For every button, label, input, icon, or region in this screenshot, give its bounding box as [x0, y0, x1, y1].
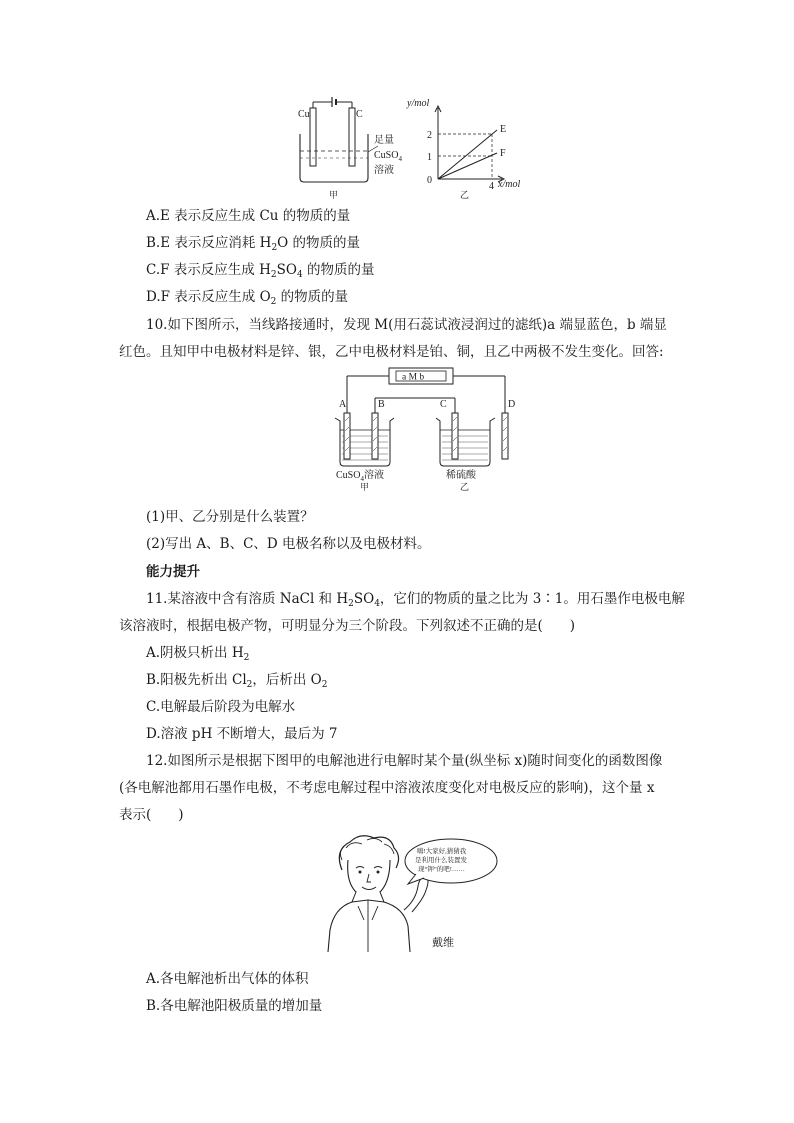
- figure-davy-cartoon: [312, 830, 502, 955]
- tick-1: 1: [427, 152, 432, 163]
- q12-stem-line2: (各电解池都用石墨作电极，不考虑电解过程中溶液浓度变化对电极反应的影响)，这个量 x: [119, 780, 655, 796]
- q10-sub-question-2: (2)写出 A、B、C、D 电极名称以及电极材料。: [146, 536, 431, 552]
- electrode-c-label: C: [440, 399, 447, 410]
- q12-option-b: B.各电解池阳极质量的增加量: [146, 998, 323, 1014]
- q10-stem-line1: 10.如下图所示，当线路接通时，发现 M(用石蕊试液浸润过的滤纸)a 端显蓝色，b 端显: [146, 317, 667, 333]
- figure-electrolysis-cell: [290, 96, 540, 202]
- tick-0: 0: [427, 175, 432, 186]
- q9-option-c: C.F 表示反应生成 $H_2SO_4$ 的物质的量: [146, 262, 375, 280]
- q10-stem-line2: 红色。且知甲中电极材料是锌、银，乙中电极材料是铂、铜，且乙中两极不发生变化。回答:: [119, 344, 664, 360]
- q9-option-a: A.E 表示反应生成 Cu 的物质的量: [146, 208, 351, 224]
- graph-ylabel: y/mol: [407, 98, 430, 109]
- q12-stem-line3: 表示( ): [119, 807, 184, 823]
- right-beaker-name: 乙: [460, 482, 470, 492]
- q11-option-b: B.阳极先析出 $Cl_2$，后析出 $O_2$: [146, 672, 328, 690]
- cartoon-caption: 戴维: [432, 936, 454, 949]
- label-zuliang: 足量: [374, 135, 394, 146]
- label-cuso4-sub: 4: [398, 155, 402, 163]
- line-f-label: F: [500, 148, 506, 159]
- m-strip-label: a M b: [402, 372, 425, 383]
- q11-stem-line2: 该溶液时，根据电极产物，可明显分为三个阶段。下列叙述不正确的是( ): [119, 618, 576, 634]
- label-jia: 甲: [329, 190, 339, 200]
- q9-option-b: B.E 表示反应消耗 $H_2O$ 的物质的量: [146, 235, 361, 253]
- electrode-a-label: A: [339, 399, 347, 410]
- electrode-b-label: B: [378, 399, 385, 410]
- tick-2: 2: [427, 130, 432, 141]
- q11-option-c: C.电解最后阶段为电解水: [146, 699, 296, 715]
- label-cuso4: CuSO: [374, 150, 399, 161]
- q11-option-d: D.溶液 pH 不断增大，最后为 7: [146, 726, 338, 742]
- q11-stem-line1: 11.某溶液中含有溶质 NaCl 和 $H_2SO_4$，它们的物质的量之比为 3∶1。用石墨作电极电解: [146, 591, 685, 609]
- label-c: C: [356, 109, 363, 120]
- q9-option-d: D.F 表示反应生成 $O_2$ 的物质的量: [146, 289, 349, 307]
- q12-option-a: A.各电解池析出气体的体积: [146, 971, 309, 987]
- right-beaker-solution: 稀硫酸: [446, 470, 476, 481]
- q10-sub-question-1: (1)甲、乙分别是什么装置？: [146, 509, 314, 525]
- left-beaker-solution: CuSO$_4$溶液: [336, 470, 384, 483]
- graph-xlabel: x/mol: [498, 179, 521, 190]
- electrode-d-label: D: [508, 399, 516, 410]
- label-rongye: 溶液: [374, 165, 394, 176]
- q11-option-a: A.阴极只析出 $H_2$: [146, 645, 250, 663]
- svg-text:CuSO4: [374, 150, 402, 163]
- section-title: 能力提升: [146, 564, 200, 580]
- bubble-line-2: 是利用什么装置发: [415, 857, 467, 864]
- label-cu: Cu: [298, 109, 310, 120]
- figure-two-beakers-circuit: [330, 366, 530, 492]
- tick-4: 4: [489, 181, 494, 192]
- label-yi: 乙: [460, 190, 470, 200]
- bubble-line-1: 嗨!大家好,猜猜我: [417, 848, 467, 855]
- line-e-label: E: [500, 124, 507, 135]
- bubble-line-3: 现“钾”的吧!……: [418, 866, 465, 873]
- left-beaker-name: 甲: [360, 482, 370, 492]
- q12-stem-line1: 12.如图所示是根据下图甲的电解池进行电解时某个量(纵坐标 x)随时间变化的函数图像: [146, 753, 663, 769]
